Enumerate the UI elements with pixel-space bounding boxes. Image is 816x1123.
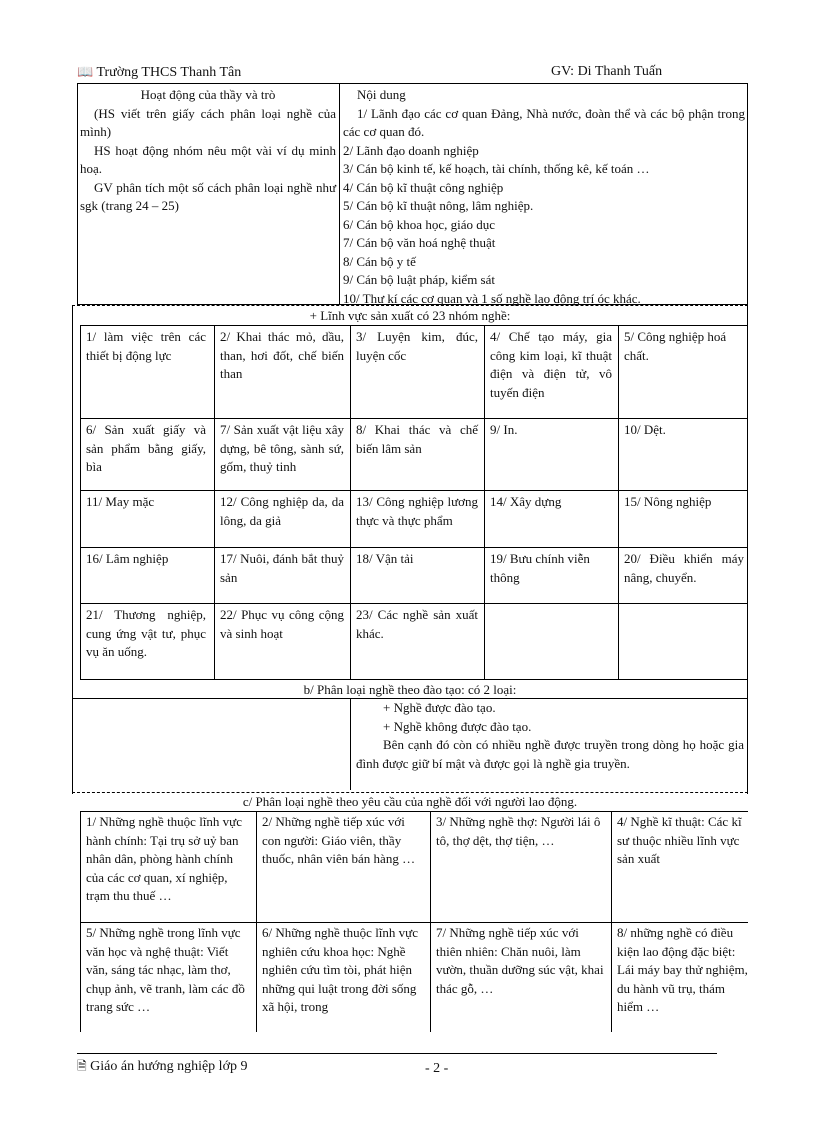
production-cell: 15/ Nông nghiệp: [624, 494, 712, 509]
production-cell: 6/ Sản xuất giấy và sản phẩm bằng giấy, bìa: [86, 422, 206, 474]
left-column: [80, 86, 336, 216]
grid-line: [214, 325, 215, 680]
training-line-1: + Nghề được đào tạo.: [383, 700, 496, 715]
outer-left-border: [72, 305, 73, 794]
production-title: + Lĩnh vực sản xuất có 23 nhóm nghề:: [309, 308, 511, 323]
production-cell: 14/ Xây dựng: [490, 494, 562, 509]
column-divider: [339, 83, 340, 305]
training-title: b/ Phân loại nghề theo đào tạo: có 2 loại:: [303, 682, 517, 697]
production-cell: 16/ Lâm nghiệp: [86, 551, 169, 566]
book-icon: 📖: [77, 64, 94, 79]
production-cell: 3/ Luyện kim, đúc, luyện cốc: [356, 329, 478, 363]
requirement-cell: 6/ Những nghề thuộc lĩnh vực nghiên cứu khoa học: Nghề nghiên cứu tìm tòi, phát hiện những qui luật trong đời sống xã hội, trong: [262, 925, 418, 1014]
content-item: 10/ Thư kí các cơ quan và 1 số nghề lao động trí óc khác.: [343, 290, 641, 306]
production-cell: 18/ Vận tải: [356, 551, 414, 566]
grid-line: [80, 547, 748, 548]
content-item: 4/ Cán bộ kĩ thuật công nghiệp: [343, 179, 504, 195]
production-cell: 5/ Công nghiệp hoá chất.: [624, 329, 727, 363]
grid-line: [256, 811, 257, 1032]
grid-line: [430, 811, 431, 1032]
right-column-title: Nội dung: [357, 87, 406, 102]
requirement-cell: 1/ Những nghề thuộc lĩnh vực hành chính: Tại trụ sở uỷ ban nhân dân, phòng hành chính của các cơ quan, xí nghiệp, trạm thu thuế …: [86, 814, 242, 903]
production-cell: 1/ làm việc trên các thiết bị động lực: [86, 329, 206, 363]
left-paragraph-1: (HS viết trên giấy cách phân loại nghề của mình): [80, 105, 336, 139]
grid-line: [80, 418, 748, 419]
production-cell: 9/ In.: [490, 422, 518, 437]
left-paragraph-3: GV phân tích một số cách phân loại nghề như sgk (trang 24 – 25): [80, 179, 336, 213]
requirements-title: c/ Phân loại nghề theo yêu cầu của nghề đối với người lao động.: [242, 794, 578, 809]
production-cell: 8/ Khai thác và chế biến lâm sản: [356, 422, 478, 456]
grid-line: [80, 922, 748, 923]
section-divider: [72, 305, 748, 306]
content-item: 8/ Cán bộ y tế: [343, 253, 416, 269]
production-cell: 19/ Bưu chính viễn thông: [490, 551, 590, 585]
production-cell: 21/ Thương nghiệp, cung ứng vật tư, phục vụ ăn uống.: [86, 607, 206, 659]
footer-rule: [77, 1053, 717, 1054]
production-cell: 22/ Phục vụ công cộng và sinh hoạt: [220, 607, 344, 641]
content-item: 7/ Cán bộ văn hoá nghệ thuật: [343, 235, 496, 250]
requirement-cell: 4/ Nghề kĩ thuật: Các kĩ sư thuộc nhiều lĩnh vực sản xuất: [617, 814, 742, 866]
page-number: - 2 -: [425, 1061, 449, 1076]
production-cell: 11/ May mặc: [86, 494, 155, 509]
production-cell: 13/ Công nghiệp lương thực và thực phẩm: [356, 494, 478, 528]
content-item: 6/ Cán bộ khoa học, giáo dục: [343, 216, 495, 232]
requirement-cell: 8/ những nghề có điều kiện lao động đặc biệt: Lái máy bay thử nghiệm, du hành vũ trụ, thám hiểm …: [617, 925, 748, 1014]
production-cell: 12/ Công nghiệp da, da lông, da giả: [220, 494, 344, 528]
grid-line: [611, 811, 612, 1032]
production-cell: 4/ Chế tạo máy, gia công kim loại, kĩ thuật điện và điện tử, vô tuyến điện: [490, 329, 612, 400]
content-item: 2/ Lãnh đạo doanh nghiệp: [343, 142, 479, 158]
requirement-cell: 2/ Những nghề tiếp xúc với con người: Giáo viên, thầy thuốc, nhân viên bán hàng …: [262, 814, 416, 866]
grid-line: [80, 811, 748, 812]
production-cell: 2/ Khai thác mỏ, dầu, than, hơi đốt, chế biến than: [220, 329, 344, 381]
content-item: 3/ Cán bộ kinh tế, kế hoạch, tài chính, thống kê, kế toán …: [343, 161, 650, 176]
grid-line: [80, 603, 748, 604]
production-cell: 23/ Các nghề sản xuất khác.: [356, 607, 478, 641]
production-cell: 17/ Nuôi, đánh bắt thuỷ sản: [220, 551, 344, 585]
training-divider: [350, 698, 351, 790]
production-cell: 7/ Sản xuất vật liệu xây dựng, bê tông, sành sứ, gốm, thuỷ tinh: [220, 422, 344, 474]
content-item: 9/ Cán bộ luật pháp, kiểm sát: [343, 272, 496, 287]
production-cell: 20/ Điều khiển máy nâng, chuyển.: [624, 551, 744, 585]
header-school: 📖 Trường THCS Thanh Tân: [77, 64, 242, 80]
header-teacher: GV: Di Thanh Tuấn: [551, 64, 663, 79]
footer-title: 🗎 Giáo án hướng nghiệp lớp 9: [77, 1059, 248, 1074]
requirement-cell: 7/ Những nghề tiếp xúc với thiên nhiên: Chăn nuôi, làm vườn, thuần dưỡng súc vật, khai thác gỗ, …: [436, 925, 604, 996]
training-paragraph: Bên cạnh đó còn có nhiều nghề được truyền trong dòng họ hoặc gia đình được giữ bí mật và được gọi là nghề gia truyền.: [356, 737, 744, 771]
training-line-2: + Nghề không được đào tạo.: [383, 718, 532, 734]
grid-line: [80, 811, 81, 1032]
requirement-cell: 3/ Những nghề thợ: Người lái ô tô, thợ dệt, thợ tiện, …: [436, 814, 601, 848]
production-cell: 10/ Dệt.: [624, 422, 666, 437]
grid-line: [618, 325, 619, 680]
left-column-title: Hoạt động của thầy và trò: [140, 87, 276, 102]
right-column: [343, 86, 745, 308]
requirement-cell: 5/ Những nghề trong lĩnh vực văn học và nghệ thuật: Viết văn, sáng tác nhạc, làm thơ, chụp ảnh, vẽ tranh, làm các đồ trang sức …: [86, 925, 245, 1014]
content-item: 1/ Lãnh đạo các cơ quan Đảng, Nhà nước, đoàn thể và các bộ phận trong các cơ quan đó.: [343, 105, 745, 139]
grid-line: [350, 325, 351, 680]
document-icon: 🗎: [77, 1059, 87, 1073]
training-content: [356, 699, 744, 773]
grid-line: [484, 325, 485, 680]
content-item: 5/ Cán bộ kĩ thuật nông, lâm nghiệp.: [343, 198, 534, 213]
left-paragraph-2: HS hoạt động nhóm nêu một vài ví dụ minh hoạ.: [80, 142, 336, 176]
grid-line: [80, 490, 748, 491]
